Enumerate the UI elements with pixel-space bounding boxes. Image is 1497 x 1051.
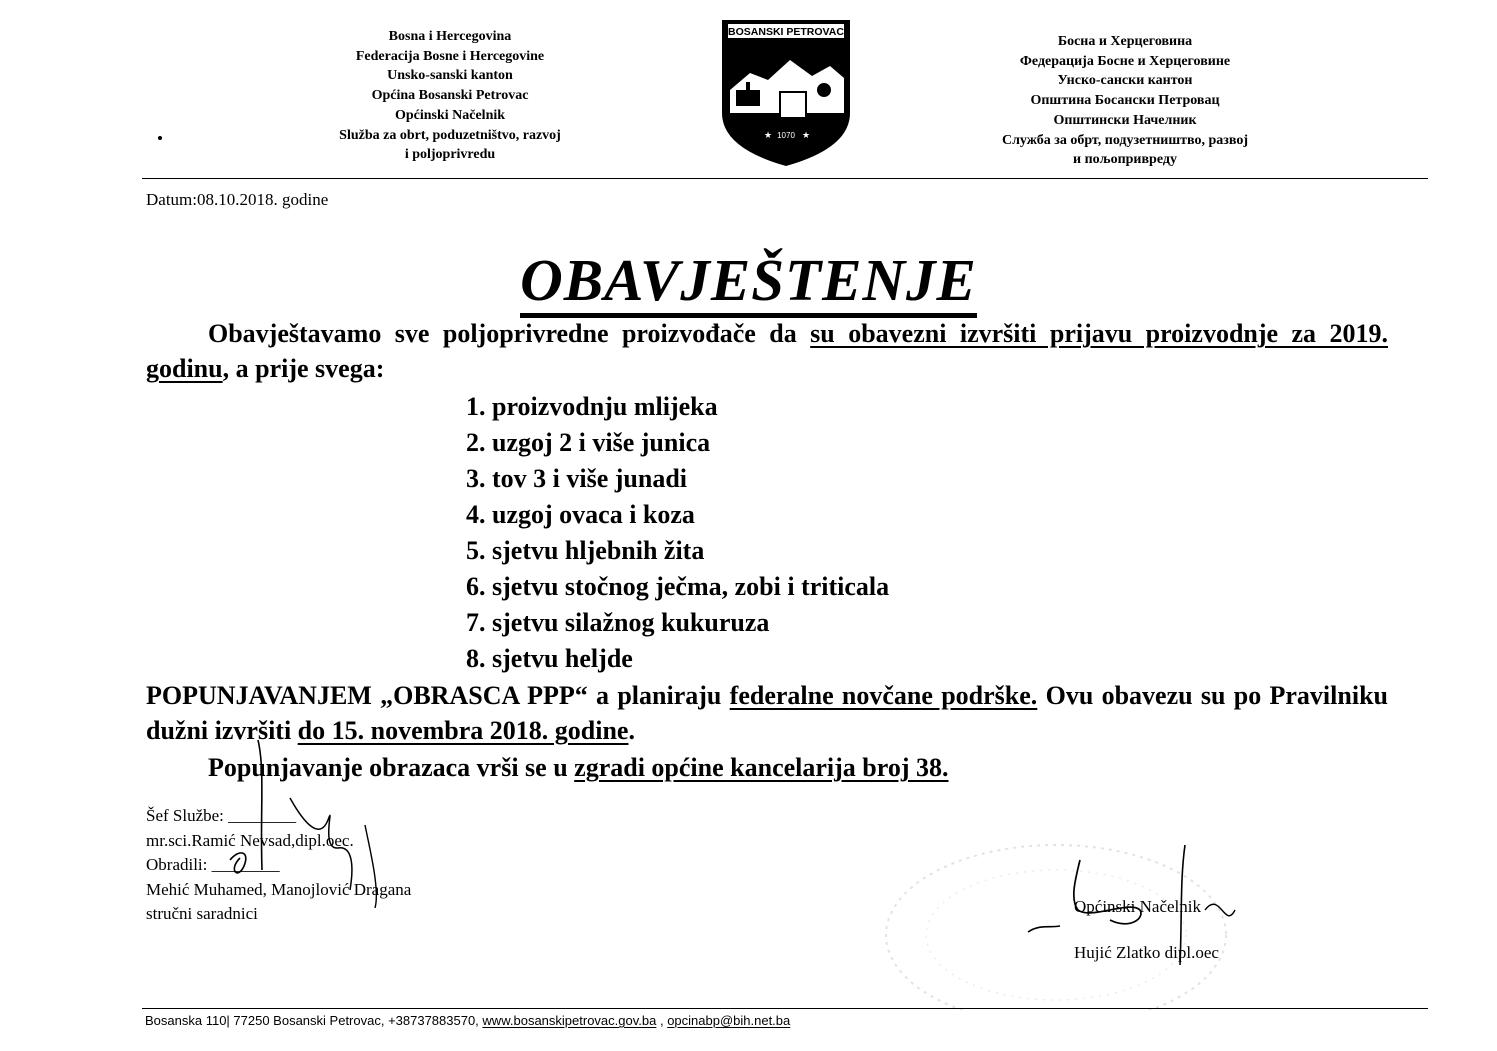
mayor-title: Općinski Načelnik: [1074, 897, 1201, 916]
document-title-text: OBAVJEŠTENJE: [520, 247, 977, 318]
location-underlined-text: zgradi općine kancelarija broj 38.: [574, 753, 949, 782]
list-item: 8. sjetvu heljde: [466, 644, 633, 673]
paragraph-intro: [146, 316, 1388, 386]
header-right-line: Босна и Херцеговина: [1057, 34, 1193, 49]
signature-line: stručni saradnici: [146, 904, 258, 923]
header-right-line: Општински Начелник: [1053, 112, 1197, 128]
header-right-line: Општина Босански Петровац: [1030, 93, 1220, 109]
intro-underlined-text: su obavezni izvršiti prijavu proizvodnje za 2019. godinu: [146, 319, 1389, 383]
header-left-line: Unsko-sanski kanton: [387, 68, 513, 84]
list-item: 1. proizvodnju mlijeka: [466, 392, 718, 421]
svg-text:★: ★: [802, 130, 811, 140]
obligation-underlined-text: federalne novčane podrške.: [729, 681, 1038, 710]
signature-line: mr.sci.Ramić Nevsad,dipl.oec.: [146, 830, 354, 850]
header-left-line: Federacija Bosne i Hercegovine: [355, 48, 545, 64]
footer-address: Bosanska 110| 77250 Bosanski Petrovac, +38737883570,: [145, 1013, 483, 1028]
obligation-text: POPUNJAVANJEM „OBRASCA PPP“ a planiraju: [146, 681, 730, 710]
mayor-signature-icon: [1020, 840, 1250, 970]
list-item: 4. uzgoj ovaca i koza: [466, 500, 695, 529]
header-divider: [142, 178, 1428, 179]
intro-text: Obavještavamo sve poljoprivredne proizvođače da: [208, 319, 811, 348]
mayor-name: Hujić Zlatko dipl.oec: [1074, 943, 1219, 962]
signature-line: Obradili: ________: [146, 855, 280, 874]
location-text: Popunjavanje obrazaca vrši se u: [208, 753, 575, 782]
list-item: 5. sjetvu hljebnih žita: [466, 536, 705, 565]
header-right-line: и пољопривреду: [1073, 152, 1177, 168]
header-left-line: Općinski Načelnik: [394, 107, 506, 123]
intro-tail-text: , a prije svega:: [222, 354, 385, 383]
header-left-line: i poljoprivredu: [404, 147, 496, 163]
crest-label: BOSANSKI PETROVAC: [728, 26, 844, 38]
svg-text:★: ★: [764, 130, 773, 140]
header-left-line: Služba za obrt, poduzetništvo, razvoj: [339, 127, 561, 143]
list-item: 3. tov 3 i više junadi: [466, 464, 688, 493]
municipality-crest-icon: [720, 18, 852, 168]
list-item: 7. sjetvu silažnog kukuruza: [466, 608, 770, 637]
document-title: [0, 246, 1497, 315]
signature-line: Mehić Muhamed, Manojlović Dragana: [146, 879, 412, 899]
header-left-block: [290, 27, 610, 165]
footer-divider: [142, 1008, 1428, 1009]
header-right-line: Служба за обрт, подузетништво, развој: [1001, 132, 1249, 148]
footer-website-link[interactable]: www.bosanskipetrovac.gov.ba: [482, 1013, 657, 1028]
footer-email-link[interactable]: opcinabp@bih.net.ba: [667, 1013, 791, 1028]
document-date: Datum:08.10.2018. godine: [146, 190, 329, 209]
signature-line: Šef Službe: ________: [146, 806, 297, 825]
obligation-text: Ovu obavezu su po Pravilniku dužni izvršiti: [146, 681, 1388, 745]
list-item: 6. sjetvu stočnog ječma, zobi i triticala: [466, 572, 890, 601]
header-left-line: Bosna i Hercegovina: [388, 29, 512, 44]
header-right-line: Унско-сански кантон: [1057, 73, 1193, 89]
deadline-underlined-text: do 15. novembra 2018. godine: [297, 716, 629, 745]
crest-year: 1070: [777, 131, 795, 140]
header-left-line: Općina Bosanski Petrovac: [371, 88, 529, 104]
handwritten-signature-icon: [220, 730, 420, 910]
header-right-block: [960, 32, 1290, 170]
footer-separator: ,: [656, 1013, 668, 1028]
margin-dot: [158, 136, 162, 140]
production-list: [466, 390, 889, 678]
footer-contact: [145, 1013, 790, 1028]
list-item: 2. uzgoj 2 i više junica: [466, 428, 711, 457]
obligation-tail-text: .: [628, 716, 635, 745]
header-right-line: Федерација Босне и Херцеговине: [1019, 53, 1231, 69]
